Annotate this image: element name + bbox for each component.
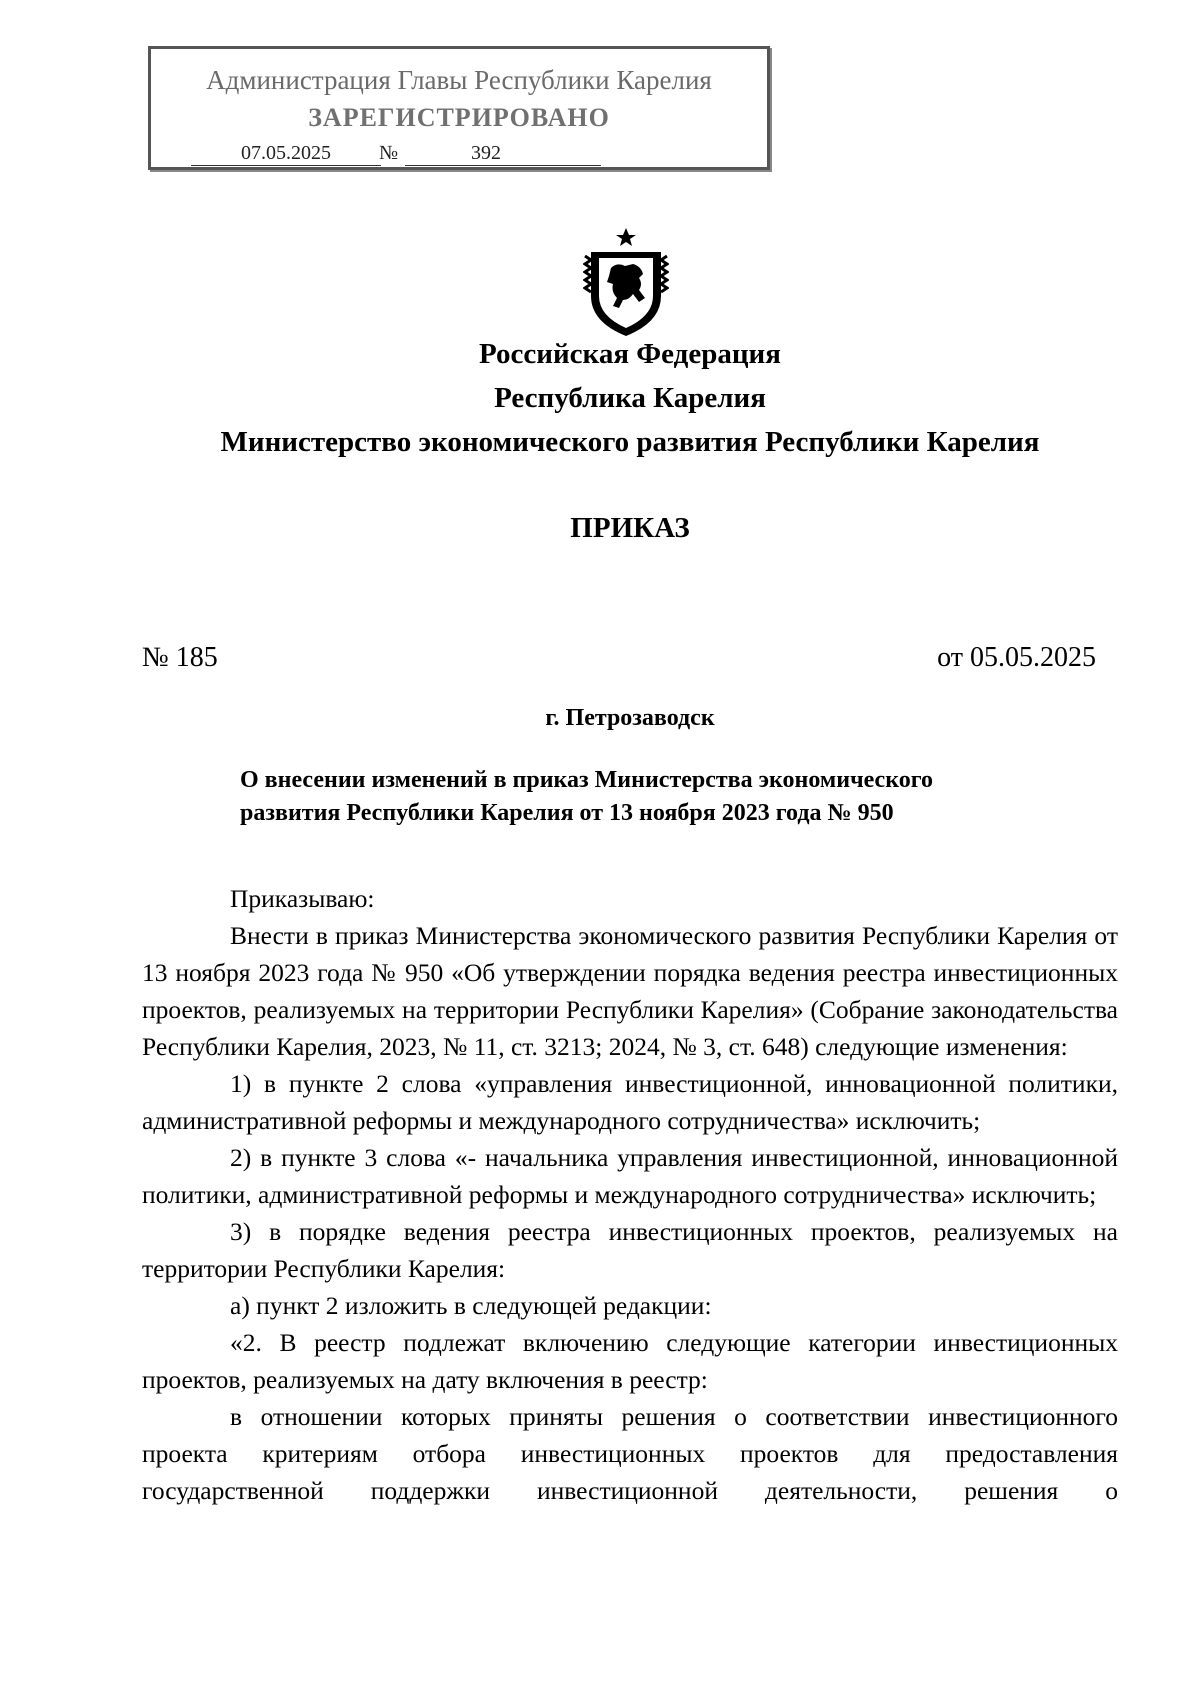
stamp-number: 392 — [405, 142, 601, 166]
stamp-date: 07.05.2025 — [191, 142, 381, 166]
subject-line-1: О внесении изменений в приказ Министерства экономического — [240, 767, 934, 793]
header-ministry: Министерство экономического развития Республики Карелия — [220, 426, 1040, 458]
stamp-registration-line — [191, 142, 601, 170]
karelia-coat-of-arms-icon — [583, 226, 669, 338]
order-subject — [240, 764, 1100, 830]
order-date: от 05.05.2025 — [937, 642, 1096, 673]
body-paragraph: 2) в пункте 3 слова «- начальника управления инвестиционной, инновационной политики, административной реформы и международного сотрудничества» исключить; — [142, 1143, 1118, 1209]
header-republic: Республика Карелия — [494, 382, 766, 414]
document-type: ПРИКАЗ — [570, 512, 690, 544]
body-paragraph: 3) в порядке ведения реестра инвестиционных проектов, реализуемых на территории Республики Карелия: — [142, 1217, 1118, 1283]
header-country: Российская Федерация — [479, 338, 781, 370]
registration-stamp — [148, 46, 770, 170]
stamp-organization: Администрация Главы Республики Карелия — [206, 65, 712, 95]
order-city: г. Петрозаводск — [545, 705, 715, 731]
stamp-number-sign: № — [379, 142, 399, 164]
body-paragraph: 1) в пункте 2 слова «управления инвестиционной, инновационной политики, административной реформы и международного сотрудничества» исключить; — [142, 1069, 1118, 1135]
body-paragraph: «2. В реестр подлежат включению следующие категории инвестиционных проектов, реализуемых на дату включения в реестр: — [142, 1328, 1118, 1394]
subject-line-2: развития Республики Карелия от 13 ноября 2023 года № 950 — [240, 800, 894, 826]
order-number: № 185 — [142, 642, 218, 673]
body-paragraph: Внести в приказ Министерства экономического развития Республики Карелия от 13 ноября 2023 года № 950 «Об утверждении порядка ведения реестра инвестиционных проектов, реализуемых на территории Республики Карелия» (Собрание законодательства Республики Карелия, 2023, № 11, ст. 3213; 2024, № 3, ст. 648) следующие изменения: — [142, 921, 1118, 1061]
body-paragraph: Приказываю: — [230, 884, 375, 913]
body-paragraph: в отношении которых приняты решения о соответствии инвестиционного проекта критериям отбора инвестиционных проектов для предоставления государственной поддержки инвестиционной деятельности, решения о — [142, 1402, 1118, 1505]
stamp-status: ЗАРЕГИСТРИРОВАНО — [308, 103, 610, 132]
body-paragraph: а) пункт 2 изложить в следующей редакции: — [230, 1291, 712, 1320]
order-body — [142, 880, 1118, 1509]
